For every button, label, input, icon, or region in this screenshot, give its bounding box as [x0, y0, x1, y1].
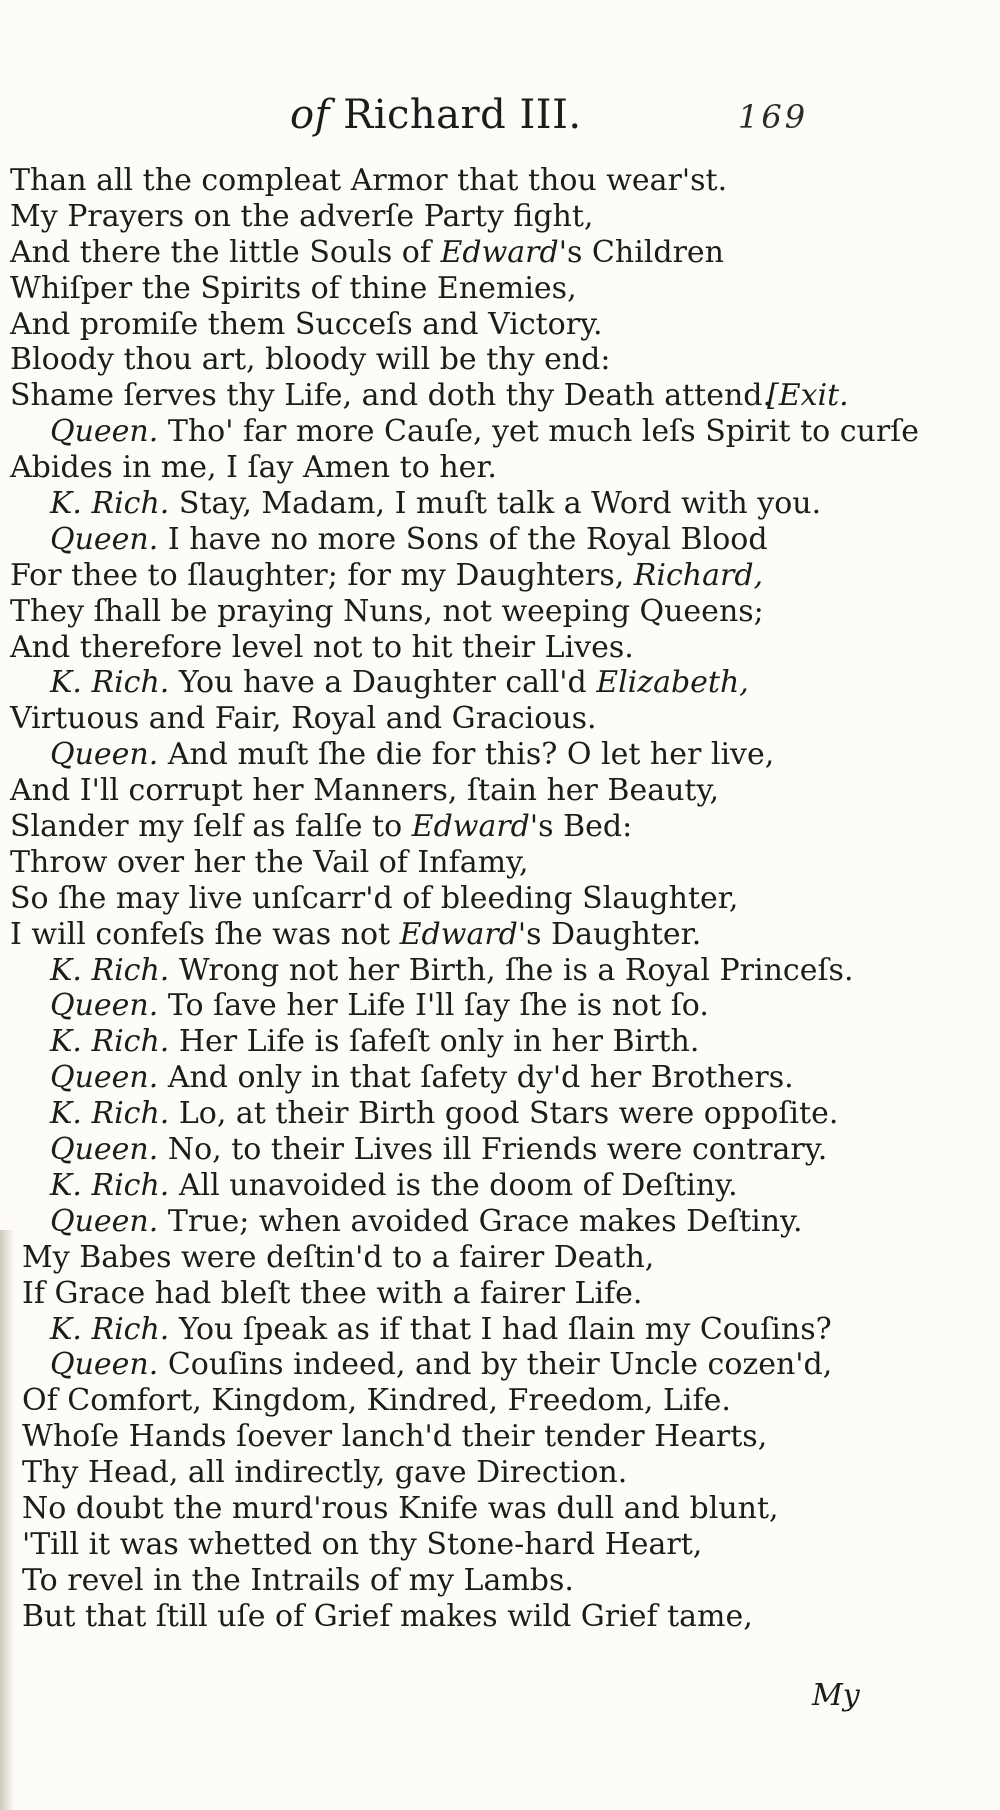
italic-name: Edward [440, 234, 559, 270]
verse-line [10, 342, 890, 378]
verse-line [10, 594, 890, 630]
verse-line [10, 271, 890, 307]
speech-line [10, 522, 890, 558]
line-text: True; when avoided Grace makes Deſtiny. [158, 1203, 803, 1239]
verse-line [10, 1527, 890, 1563]
speaker-name: Queen. [50, 988, 159, 1024]
line-text: Abides in me, I ſay Amen to her. [10, 450, 497, 486]
line-text: 's Children [558, 234, 724, 270]
running-title-of: of [290, 92, 330, 138]
verse-line [10, 163, 890, 199]
line-text: Throw over her the Vail of Infamy, [10, 844, 529, 880]
stage-direction-exit: [Exit. [767, 378, 849, 414]
verse-line [10, 1563, 890, 1599]
verse-line [10, 845, 890, 881]
line-text: I have no more Sons of the Royal Blood [158, 521, 768, 557]
speech-line [10, 1060, 890, 1096]
verse-line [10, 235, 890, 271]
speaker-name: Queen. [50, 1060, 159, 1096]
speaker-name: K. Rich. [50, 1167, 170, 1203]
line-text: To revel in the Intrails of my Lambs. [22, 1562, 574, 1598]
line-text: All unavoided is the doom of Deſtiny. [169, 1167, 738, 1203]
verse-line [10, 1383, 890, 1419]
verse-line [10, 809, 890, 845]
line-text: They ſhall be praying Nuns, not weeping Queens; [10, 593, 764, 629]
speech-line [10, 486, 890, 522]
line-text: Whiſper the Spirits of thine Enemies, [10, 270, 577, 306]
line-text: My Babes were deſtin'd to a fairer Death, [22, 1239, 655, 1275]
verse-line [10, 1599, 890, 1635]
line-text: And therefore level not to hit their Lives. [10, 629, 634, 665]
line-text: Couſins indeed, and by their Uncle cozen'd, [158, 1347, 833, 1383]
verse-line [10, 558, 890, 594]
speech-line [10, 1096, 890, 1132]
line-text: But that ſtill uſe of Grief makes wild Grief tame, [22, 1598, 753, 1634]
speaker-name: K. Rich. [50, 1024, 170, 1060]
line-text: For thee to ſlaughter; for my Daughters, [10, 557, 634, 593]
speaker-name: Queen. [50, 1203, 159, 1239]
line-text: 's Bed: [529, 809, 633, 845]
line-text: Slander my ſelf as falſe to [10, 809, 412, 845]
line-text: No, to their Lives ill Friends were contrary. [158, 1132, 828, 1168]
line-text: I will confeſs ſhe was not [10, 916, 400, 952]
running-title-text: Richard III. [343, 92, 582, 138]
speaker-name: K. Rich. [50, 665, 170, 701]
verse-line [10, 450, 890, 486]
line-text: No doubt the murd'rous Knife was dull and blunt, [22, 1490, 779, 1526]
speaker-name: Queen. [50, 521, 159, 557]
speaker-name: K. Rich. [50, 1311, 170, 1347]
verse-line [10, 773, 890, 809]
speech-line [10, 1132, 890, 1168]
speaker-name: Queen. [50, 1347, 159, 1383]
verse-line [10, 881, 890, 917]
line-text: Thy Head, all indirectly, gave Direction. [22, 1455, 628, 1491]
line-text: Lo, at their Birth good Stars were oppoſite. [169, 1096, 839, 1132]
line-text: Bloody thou art, bloody will be thy end: [10, 342, 611, 378]
verse-line [10, 1276, 890, 1312]
line-text: And promiſe them Succeſs and Victory. [10, 306, 603, 342]
line-text: To ſave her Life I'll ſay ſhe is not ſo. [158, 988, 709, 1024]
speaker-name: K. Rich. [50, 486, 170, 522]
speech-line [10, 1204, 890, 1240]
line-text: My Prayers on the adverſe Party fight, [10, 198, 594, 234]
speaker-name: K. Rich. [50, 952, 170, 988]
speaker-name: Queen. [50, 1132, 159, 1168]
line-text: Stay, Madam, I muſt talk a Word with you. [169, 486, 822, 522]
italic-name: Edward [399, 916, 518, 952]
verse-line [10, 1419, 890, 1455]
line-text: Than all the compleat Armor that thou wear'st. [10, 163, 728, 198]
verse-line [10, 1455, 890, 1491]
line-text: So ſhe may live unſcarr'd of bleeding Slaughter, [10, 880, 739, 916]
play-text [10, 163, 920, 1635]
speech-line [10, 414, 920, 450]
italic-name: Richard, [633, 557, 764, 593]
line-text: And only in that ſafety dy'd her Brothers. [158, 1060, 794, 1096]
line-text: Whoſe Hands ſoever lanch'd their tender Hearts, [22, 1419, 768, 1455]
speaker-name: Queen. [50, 737, 159, 773]
speech-line [10, 953, 890, 989]
line-text: You have a Daughter call'd [169, 665, 597, 701]
page-number: 169 [738, 98, 809, 136]
verse-line [10, 307, 890, 343]
speech-line [10, 1312, 890, 1348]
speaker-name: Queen. [50, 414, 159, 450]
line-text: You ſpeak as if that I had ſlain my Couſins? [169, 1311, 832, 1347]
running-title [290, 92, 582, 138]
line-text: 's Daughter. [517, 916, 702, 952]
line-text: If Grace had bleſt thee with a fairer Life. [22, 1275, 643, 1311]
verse-line [10, 630, 890, 666]
italic-name: Elizabeth, [596, 665, 749, 701]
catchword: My [812, 1678, 860, 1713]
line-text: And I'll corrupt her Manners, ſtain her Beauty, [10, 773, 719, 809]
verse-line [10, 199, 890, 235]
line-text: And there the little Souls of [10, 234, 441, 270]
line-text: Virtuous and Fair, Royal and Gracious. [10, 701, 597, 737]
line-text: Wrong not her Birth, ſhe is a Royal Princeſs. [169, 952, 854, 988]
line-text: Of Comfort, Kingdom, Kindred, Freedom, Life. [22, 1383, 731, 1419]
italic-name: Edward [411, 809, 530, 845]
speech-line [10, 1347, 890, 1383]
speech-line [10, 737, 890, 773]
verse-line [10, 1491, 890, 1527]
line-text: Tho' far more Cauſe, yet much leſs Spirit to curſe [158, 414, 920, 450]
running-header [0, 92, 1000, 142]
line-text: And muſt ſhe die for this? O let her live, [158, 737, 775, 773]
verse-line [10, 917, 890, 953]
verse-line [10, 378, 890, 414]
line-text: 'Till it was whetted on thy Stone-hard Heart, [22, 1526, 703, 1562]
speech-line [10, 1024, 890, 1060]
verse-line [10, 701, 890, 737]
speech-line [10, 1168, 890, 1204]
speech-line [10, 988, 890, 1024]
speech-line [10, 665, 890, 701]
line-text: Shame ſerves thy Life, and doth thy Death attend. [10, 378, 773, 414]
line-text: Her Life is ſafeſt only in her Birth. [169, 1024, 700, 1060]
speaker-name: K. Rich. [50, 1096, 170, 1132]
verse-line [10, 1240, 890, 1276]
